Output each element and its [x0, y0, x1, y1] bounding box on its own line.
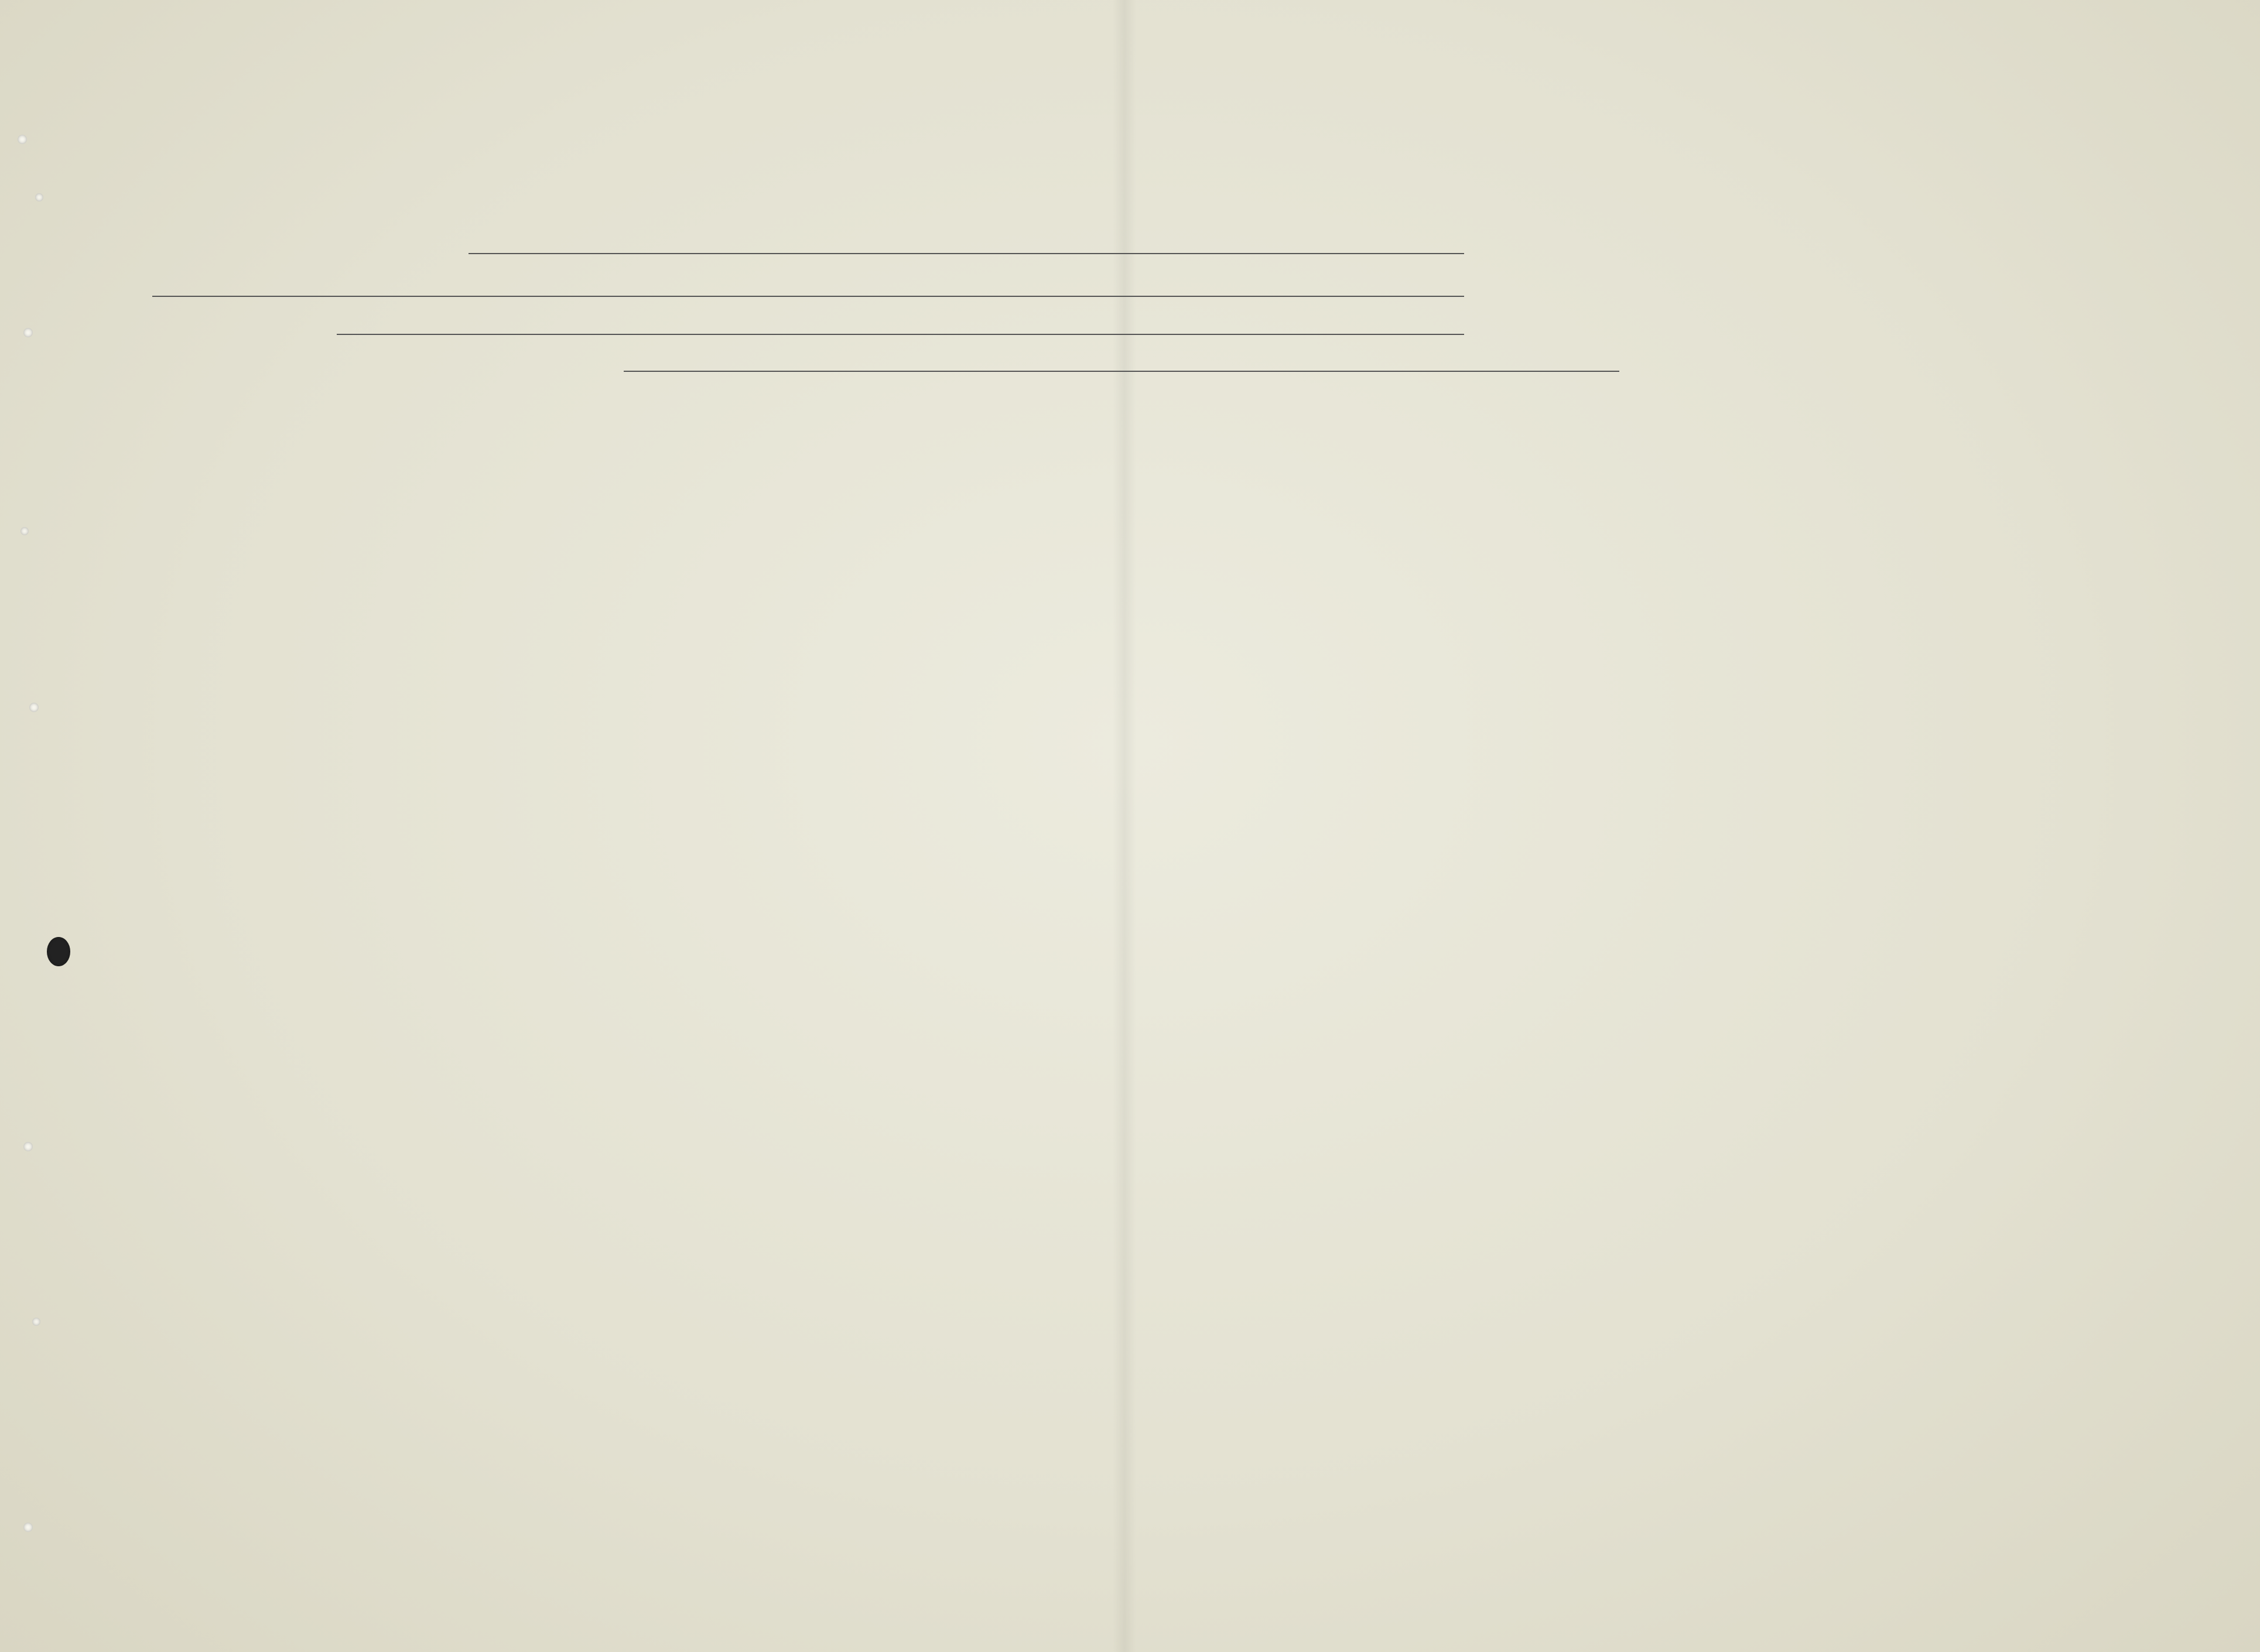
- punch-hole: [47, 937, 70, 966]
- punch-hole: [18, 135, 27, 144]
- punch-hole: [20, 527, 29, 535]
- line: [624, 371, 1619, 372]
- punch-hole: [35, 193, 43, 201]
- punch-hole: [23, 1142, 33, 1151]
- line: [152, 296, 1464, 297]
- fold-crease: [1113, 0, 1136, 1652]
- punch-hole: [23, 1523, 33, 1532]
- punch-hole: [32, 1318, 40, 1326]
- line: [337, 334, 1464, 335]
- punch-hole: [23, 328, 33, 337]
- line: [469, 253, 1464, 254]
- punch-hole: [29, 703, 39, 712]
